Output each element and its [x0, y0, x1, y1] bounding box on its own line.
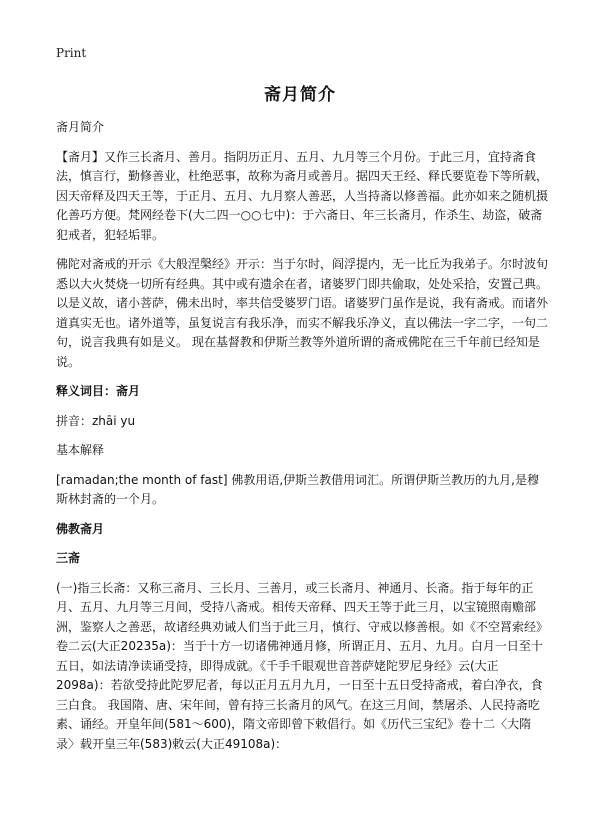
intro-paragraph: 【斋月】又作三长斋月、善月。指阴历正月、五月、九月等三个月份。于此三月，宜持斋食法，慎言行，勤修善业，杜绝恶事，故称为斋月或善月。据四天王经、释氏要览卷下等所载，因天帝释及四天王等，于正月、五月、九月察人善恶，人当持斋以修善福。此亦如来之随机摄化善巧方便。梵网经卷下(大二四一○○七中)：于六斋日、年三长斋月，作杀生、劫盗，破斋犯戒者，犯轻垢罪。: [56, 149, 549, 242]
page-title: 斋月简介: [264, 85, 336, 105]
article-body: [56, 118, 548, 764]
nirvana-paragraph: 佛陀对斋戒的开示《大般涅槃经》开示：当于尔时，阎浮提内，无一比丘为我弟子。尔时波旬悉以大火焚烧一切所有经典。其中或有遗余在者，诸婆罗门即共偷取，处处采拾，安置己典。以是义故，诸小菩萨，佛未出时，率共信受婆罗门语。诸婆罗门虽作是说，我有斋戒。而诸外道真实无也。诸外道等，虽复说言有我乐净，而实不解我乐净义，直以佛法一字二字，一句二句，说言我典有如是义。 现在基督教和伊斯兰教等外道所谓的斋戒佛陀在三千年前已经知是说。: [56, 257, 549, 369]
print-label: Print: [56, 46, 87, 60]
three-paragraph: (一)指三长斋：又称三斋月、三长月、三善月，或三长斋月、神通月、长斋。指于每年的正月、五月、九月等三月间，受持八斋戒。相传天帝释、四天王等于此三月，以宝镜照南赡部洲，鉴察人之善恶，故诸经典劝诫人们当于此三月，慎行、守戒以修善根。如《不空罥索经》卷二云(大正20235a)：当于十方一切诸佛神通月修，所谓正月、五月、九月。白月一日至十五日，如法请净读诵受持，即得成就。《千手千眼观世音菩萨姥陀罗尼身经》云(大正2098a)：若欲受持此陀罗尼者，每以正月五月九月，一日至十五日受持斋戒，着白净衣，食三白食。 我国隋、唐、宋年间，曾有持三长斋月的风气。在这三月间，禁屠杀、人民持斋吃素、诵经。开皇年间(581～600)，隋文帝即曾下敕倡行。如《历代三宝纪》卷十二〈大隋录〉载开皇三年(583)敕云(大正49108a)：: [56, 580, 549, 751]
article-subtitle: 斋月简介: [56, 120, 105, 134]
basic-definition: [ramadan;the month of fast] 佛教用语,伊斯兰教借用词汇。所谓伊斯兰教历的九月,是穆斯林封斋的一个月。: [56, 472, 539, 506]
three-heading: 三斋: [56, 551, 81, 565]
basic-heading: 基本解释: [56, 443, 105, 457]
term-heading: 释义词目：斋月: [56, 384, 141, 398]
buddhist-heading: 佛教斋月: [56, 521, 105, 536]
pinyin-line: 拼音：zhāi yu: [56, 413, 136, 428]
